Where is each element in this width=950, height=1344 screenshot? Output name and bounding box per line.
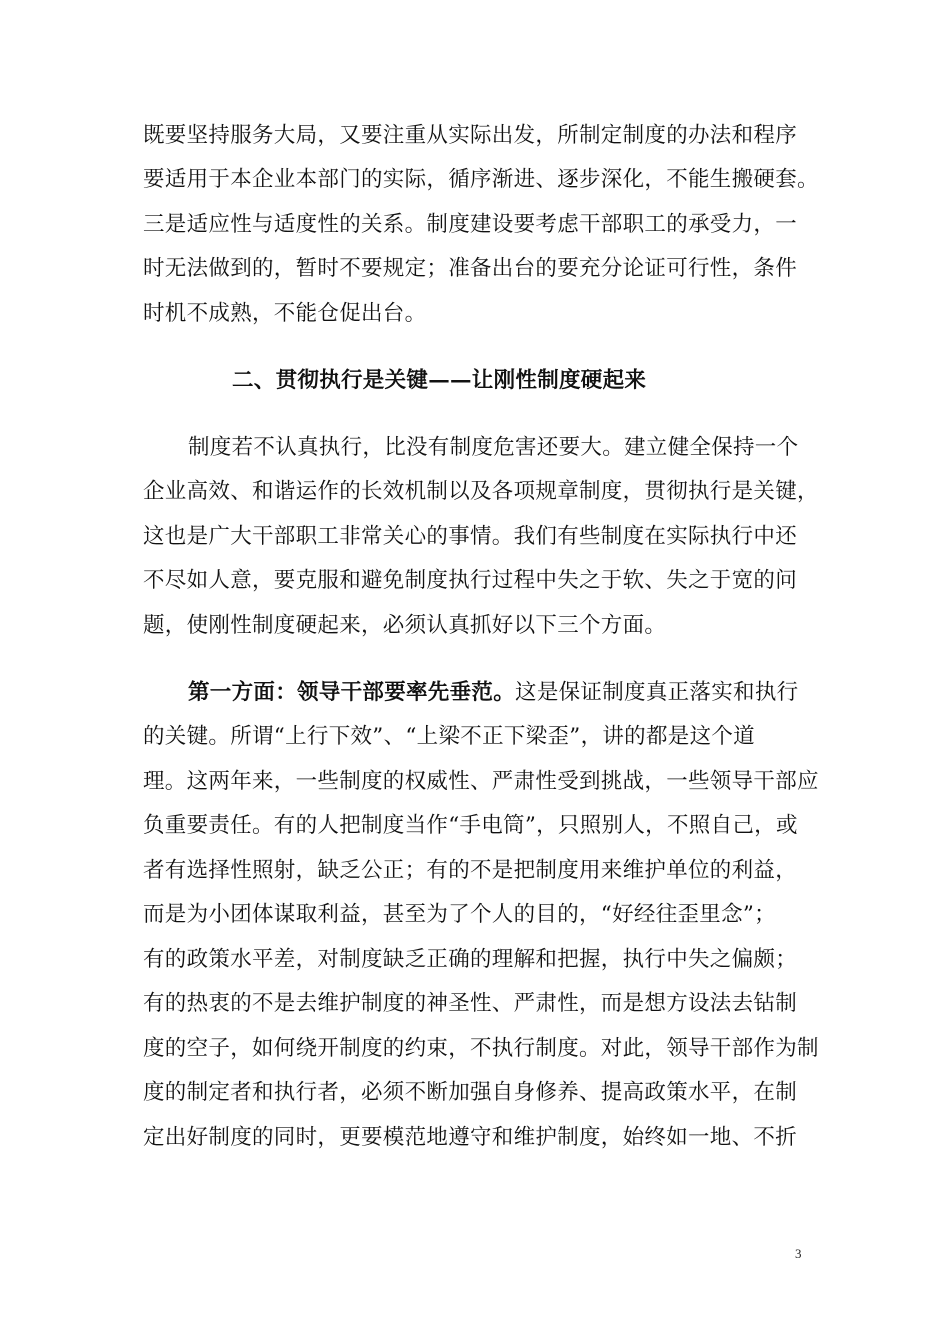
body-text-line: 三是适应性与适度性的关系。制度建设要考虑干部职工的承受力，一 [143,212,798,237]
body-text-line: 这也是广大干部职工非常关心的事情。我们有些制度在实际执行中还 [143,524,798,549]
page-number: 3 [795,1246,802,1261]
body-text-line: 理。这两年来，一些制度的权威性、严肃性受到挑战，一些领导干部应 [143,769,819,794]
body-text-line: 而是为小团体谋取利益，甚至为了个人的目的，“好经往歪里念”； [143,902,776,927]
body-text-line: 负重要责任。有的人把制度当作“手电筒”，只照别人，不照自己，或 [143,813,798,838]
lead-rest-text: 这是保证制度真正落实和执行 [515,680,799,705]
bold-lead-text: 第一方面：领导干部要率先垂范。 [188,680,516,705]
body-text-line: 度的制定者和执行者，必须不断加强自身修养、提高政策水平，在制 [143,1080,798,1105]
body-text-line: 题，使刚性制度硬起来，必须认真抓好以下三个方面。 [143,613,667,638]
body-text-line: 度的空子，如何绕开制度的约束，不执行制度。对此，领导干部作为制 [143,1036,819,1061]
body-text-line: 者有选择性照射，缺乏公正；有的不是把制度用来维护单位的利益， [143,858,798,883]
body-text-line: 企业高效、和谐运作的长效机制以及各项规章制度，贯彻执行是关键， [143,479,819,504]
body-text-line: 要适用于本企业本部门的实际，循序渐进、逐步深化，不能生搬硬套。 [143,167,819,192]
section-heading: 二、贯彻执行是关键——让刚性制度硬起来 [232,368,647,393]
body-text-line: 既要坚持服务大局，又要注重从实际出发，所制定制度的办法和程序 [143,123,798,148]
body-text-line: 有的热衷的不是去维护制度的神圣性、严肃性，而是想方设法去钻制 [143,991,798,1016]
body-text-line: 有的政策水平差，对制度缺乏正确的理解和把握，执行中失之偏颇； [143,947,798,972]
body-text-line: 不尽如人意，要克服和避免制度执行过程中失之于软、失之于宽的问 [143,568,798,593]
body-text-line: 的关键。所谓“上行下效”、“上梁不正下梁歪”，讲的都是这个道 [143,724,755,749]
body-text-line: 时机不成熟，不能仓促出台。 [143,301,427,326]
body-text-line: 制度若不认真执行，比没有制度危害还要大。建立健全保持一个 [188,435,799,460]
body-text-line: 时无法做到的，暂时不要规定；准备出台的要充分论证可行性，条件 [143,256,798,281]
body-text-line: 定出好制度的同时，更要模范地遵守和维护制度，始终如一地、不折 [143,1125,798,1150]
paragraph-lead-line [188,678,858,708]
